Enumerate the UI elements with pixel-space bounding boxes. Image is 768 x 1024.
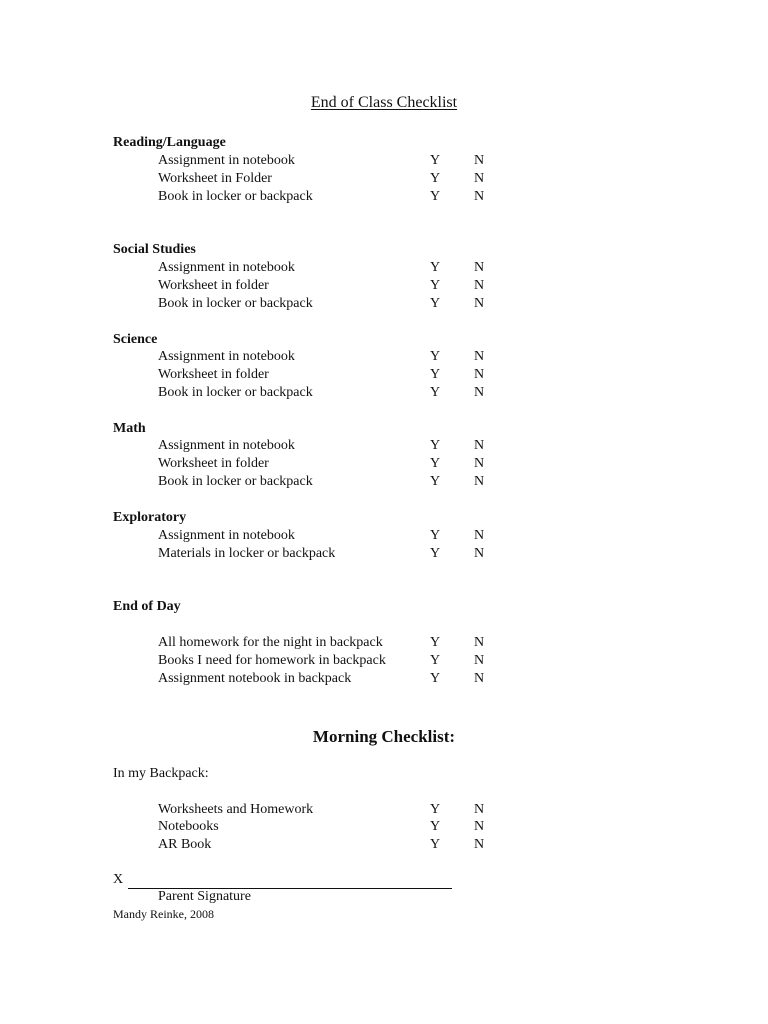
- no-option: N: [474, 528, 485, 543]
- checklist-row: [158, 819, 498, 837]
- yes-option: Y: [430, 456, 441, 471]
- yes-option: Y: [430, 671, 441, 686]
- no-option: N: [474, 802, 485, 817]
- item-label: Assignment in notebook: [158, 260, 295, 275]
- yes-option: Y: [430, 819, 441, 834]
- no-option: N: [474, 653, 485, 668]
- no-option: N: [474, 385, 485, 400]
- signature-mark: X: [113, 872, 124, 887]
- item-label: Book in locker or backpack: [158, 385, 313, 400]
- item-label: Assignment in notebook: [158, 153, 295, 168]
- yes-option: Y: [430, 189, 441, 204]
- checklist-row: [158, 296, 498, 314]
- section-heading-social-studies: Social Studies: [113, 242, 196, 257]
- no-option: N: [474, 171, 485, 186]
- item-label: Worksheets and Homework: [158, 802, 314, 817]
- no-option: N: [474, 546, 485, 561]
- item-label: Assignment in notebook: [158, 528, 295, 543]
- no-option: N: [474, 260, 485, 275]
- checklist-row: [158, 438, 498, 456]
- item-label: Assignment in notebook: [158, 349, 295, 364]
- checklist-row: [158, 802, 498, 820]
- item-label: All homework for the night in backpack: [158, 635, 383, 650]
- no-option: N: [474, 367, 485, 382]
- section-heading-science: Science: [113, 332, 158, 347]
- yes-option: Y: [430, 546, 441, 561]
- checklist-row: [158, 260, 498, 278]
- item-label: Books I need for homework in backpack: [158, 653, 386, 668]
- section-heading-exploratory: Exploratory: [113, 510, 187, 525]
- yes-option: Y: [430, 296, 441, 311]
- no-option: N: [474, 438, 485, 453]
- yes-option: Y: [430, 367, 441, 382]
- section-heading-in-my-backpack: In my Backpack:: [113, 766, 209, 781]
- yes-option: Y: [430, 802, 441, 817]
- item-label: Book in locker or backpack: [158, 296, 313, 311]
- yes-option: Y: [430, 153, 441, 168]
- checklist-row: [158, 474, 498, 492]
- yes-option: Y: [430, 171, 441, 186]
- no-option: N: [474, 671, 485, 686]
- section-heading-end-of-day: End of Day: [113, 599, 181, 614]
- item-label: Assignment notebook in backpack: [158, 671, 352, 686]
- item-label: Worksheet in folder: [158, 367, 269, 382]
- item-label: Book in locker or backpack: [158, 189, 313, 204]
- no-option: N: [474, 349, 485, 364]
- checklist-row: [158, 546, 498, 564]
- yes-option: Y: [430, 278, 441, 293]
- yes-option: Y: [430, 438, 441, 453]
- no-option: N: [474, 635, 485, 650]
- checklist-row: [158, 528, 498, 546]
- author-footer: Mandy Reinke, 2008: [113, 907, 214, 921]
- checklist-row: [158, 367, 498, 385]
- morning-checklist-title: Morning Checklist:: [312, 727, 456, 746]
- yes-option: Y: [430, 385, 441, 400]
- yes-option: Y: [430, 653, 441, 668]
- yes-option: Y: [430, 635, 441, 650]
- yes-option: Y: [430, 349, 441, 364]
- signature-label: Parent Signature: [158, 889, 251, 904]
- checklist-row: [158, 153, 498, 171]
- no-option: N: [474, 837, 485, 852]
- checklist-row: [158, 189, 498, 207]
- yes-option: Y: [430, 260, 441, 275]
- checklist-row: [158, 653, 498, 671]
- yes-option: Y: [430, 837, 441, 852]
- checklist-row: [158, 278, 498, 296]
- item-label: Notebooks: [158, 819, 219, 834]
- item-label: Assignment in notebook: [158, 438, 295, 453]
- no-option: N: [474, 819, 485, 834]
- item-label: Worksheet in folder: [158, 456, 269, 471]
- item-label: Book in locker or backpack: [158, 474, 313, 489]
- checklist-row: [158, 671, 498, 689]
- section-heading-reading-language: Reading/Language: [113, 135, 226, 150]
- no-option: N: [474, 474, 485, 489]
- checklist-row: [158, 171, 498, 189]
- checklist-row: [158, 385, 498, 403]
- no-option: N: [474, 189, 485, 204]
- no-option: N: [474, 296, 485, 311]
- item-label: Worksheet in Folder: [158, 171, 272, 186]
- item-label: Materials in locker or backpack: [158, 546, 336, 561]
- checklist-row: [158, 456, 498, 474]
- item-label: AR Book: [158, 837, 212, 852]
- no-option: N: [474, 153, 485, 168]
- section-heading-math: Math: [113, 421, 146, 436]
- page-title: End of Class Checklist: [310, 94, 458, 111]
- checklist-row: [158, 837, 498, 855]
- checklist-row: [158, 635, 498, 653]
- no-option: N: [474, 278, 485, 293]
- checklist-row: [158, 349, 498, 367]
- item-label: Worksheet in folder: [158, 278, 269, 293]
- no-option: N: [474, 456, 485, 471]
- yes-option: Y: [430, 528, 441, 543]
- yes-option: Y: [430, 474, 441, 489]
